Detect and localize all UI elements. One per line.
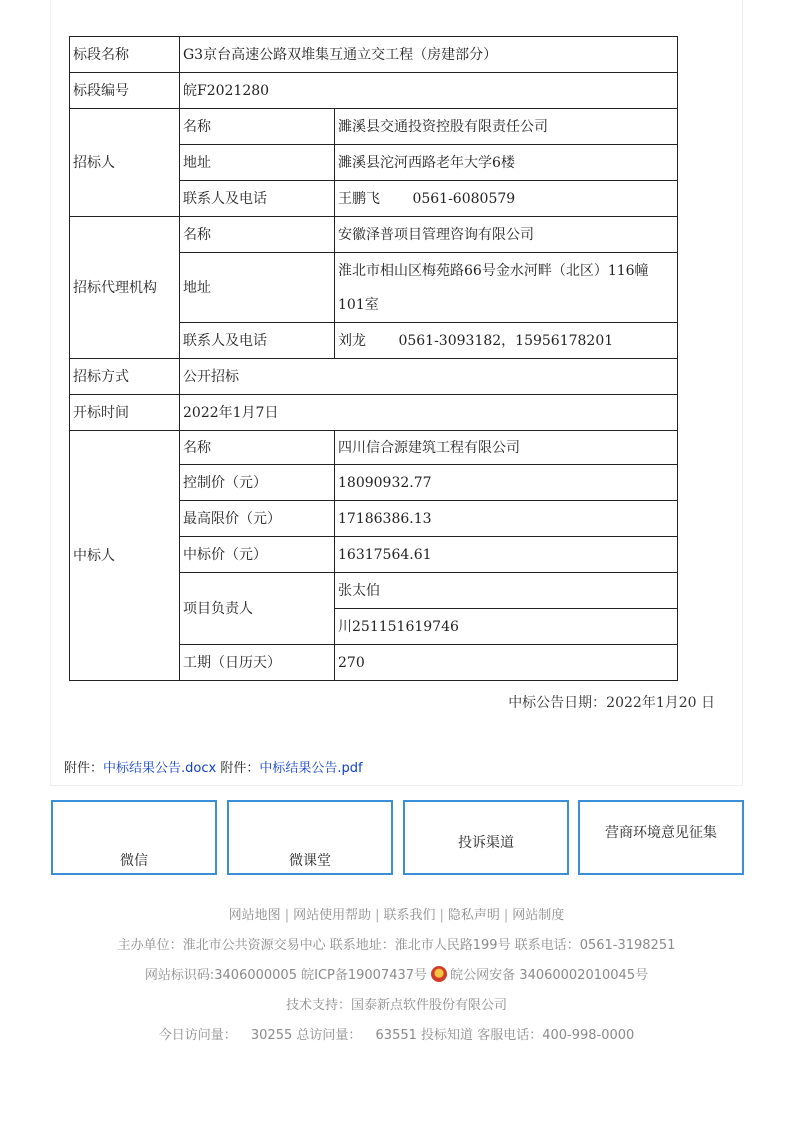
site-code: 网站标识码:3406000005 (144, 968, 297, 983)
agency-label: 招标代理机构 (70, 217, 180, 359)
tenderer-name-label: 名称 (180, 109, 335, 145)
tenderer-address-label: 地址 (180, 145, 335, 181)
section-no-value: 皖F2021280 (180, 73, 678, 109)
section-name-value: G3京台高速公路双堆集互通立交工程（房建部分） (180, 37, 678, 73)
wechat-tile[interactable] (51, 800, 217, 875)
service-phone: 客服电话：400-998-0000 (477, 1028, 635, 1043)
table-row (70, 217, 678, 253)
table-row (70, 73, 678, 109)
manager-name: 张太伯 (335, 573, 678, 609)
announce-date: 中标公告日期：2022年1月20 日 (508, 695, 715, 711)
visits-total-label: 总访问量： (296, 1028, 362, 1043)
winner-label: 中标人 (70, 431, 180, 681)
tenderer-contact-value: 王鹏飞 0561-6080579 (335, 181, 678, 217)
award-info-table (69, 36, 678, 681)
footer-links: 网站地图 | 网站使用帮助 | 联系我们 | 隐私声明 | 网站制度 (228, 908, 565, 923)
control-price-value: 18090932.77 (335, 465, 678, 501)
table-row (70, 109, 678, 145)
footer-tech: 技术支持：国泰新点软件股份有限公司 (285, 998, 507, 1013)
method-value: 公开招标 (180, 359, 678, 395)
manager-label: 项目负责人 (180, 573, 335, 645)
manager-cert: 川251151619746 (335, 609, 678, 645)
attachment-prefix: 附件： (64, 761, 104, 776)
agency-contact-value: 刘龙 0561-3093182，15956178201 (335, 323, 678, 359)
footer-link-privacy[interactable]: 隐私声明 (447, 908, 500, 923)
tile-label: 营商环境意见征集 (605, 825, 717, 841)
footer-link-help[interactable]: 网站使用帮助 (293, 908, 372, 923)
bid-know-link[interactable]: 投标知道 (421, 1028, 474, 1043)
agency-address-label: 地址 (180, 253, 335, 323)
agency-address-line2: 101室 (338, 296, 379, 313)
police-record-link[interactable]: 皖公网安备 34060002010045号 (450, 968, 649, 983)
agency-address-value (335, 253, 678, 323)
tenderer-address-value: 濉溪县沱河西路老年大学6楼 (335, 145, 678, 181)
winner-name-label: 名称 (180, 431, 335, 465)
table-row (70, 37, 678, 73)
bid-price-label: 中标价（元） (180, 537, 335, 573)
section-no-label: 标段编号 (70, 73, 180, 109)
tile-label: 微课堂 (289, 853, 331, 869)
duration-value: 270 (335, 645, 678, 681)
icp-link[interactable]: 皖ICP备19007437号 (301, 968, 428, 983)
duration-label: 工期（日历天） (180, 645, 335, 681)
complaint-tile[interactable] (403, 800, 569, 875)
winner-name-value: 四川信合源建筑工程有限公司 (335, 431, 678, 465)
table-row (70, 359, 678, 395)
table-row (70, 431, 678, 465)
footer-stats (0, 1024, 793, 1043)
tile-label: 微信 (120, 853, 148, 869)
attachments (64, 757, 363, 776)
bid-price-value: 16317564.61 (335, 537, 678, 573)
feedback-tile[interactable] (578, 800, 744, 875)
footer-registration (0, 964, 793, 983)
max-price-label: 最高限价（元） (180, 501, 335, 537)
agency-name-label: 名称 (180, 217, 335, 253)
police-badge-icon (431, 966, 447, 982)
table-row (70, 395, 678, 431)
footer-link-rules[interactable]: 网站制度 (512, 908, 565, 923)
attachment-prefix: 附件： (216, 761, 260, 776)
max-price-value: 17186386.13 (335, 501, 678, 537)
micro-class-tile[interactable] (227, 800, 393, 875)
tenderer-label: 招标人 (70, 109, 180, 217)
open-time-label: 开标时间 (70, 395, 180, 431)
agency-name-value: 安徽泽普项目管理咨询有限公司 (335, 217, 678, 253)
agency-address-line1: 淮北市相山区梅苑路66号金水河畔（北区）116幢 (338, 262, 649, 279)
footer-host: 主办单位：淮北市公共资源交易中心 联系地址：淮北市人民路199号 联系电话：0561-3198251 (117, 938, 676, 953)
visits-total: 63551 (375, 1028, 417, 1043)
footer-link-contact[interactable]: 联系我们 (383, 908, 436, 923)
tenderer-contact-label: 联系人及电话 (180, 181, 335, 217)
attachment-pdf-link[interactable]: 中标结果公告.pdf (259, 761, 363, 776)
attachment-docx-link[interactable]: 中标结果公告.docx (103, 761, 217, 776)
open-time-value: 2022年1月7日 (180, 395, 678, 431)
agency-contact-label: 联系人及电话 (180, 323, 335, 359)
tile-label: 投诉渠道 (458, 835, 514, 851)
visits-today-label: 今日访问量： (158, 1028, 237, 1043)
footer-link-sitemap[interactable]: 网站地图 (228, 908, 281, 923)
tenderer-name-value: 濉溪县交通投资控股有限责任公司 (335, 109, 678, 145)
control-price-label: 控制价（元） (180, 465, 335, 501)
method-label: 招标方式 (70, 359, 180, 395)
section-name-label: 标段名称 (70, 37, 180, 73)
service-tiles (51, 800, 745, 875)
visits-today: 30255 (250, 1028, 293, 1043)
